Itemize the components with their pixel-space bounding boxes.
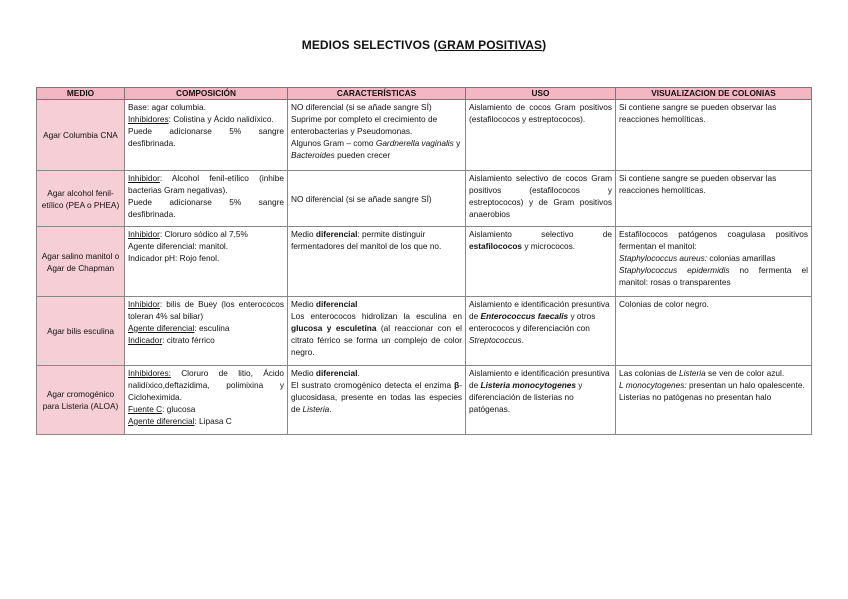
car-line <box>291 379 462 415</box>
car-text: Los enterococos hidrolizan la esculina en <box>291 311 462 321</box>
comp-text: Cloruro de litio, Ácido nalidíxico,deftazidima, polimixina y Cicloheximida. <box>128 368 284 402</box>
car-italic: Gardnerella vaginalis <box>375 138 454 148</box>
car-text: El sustrato cromogénico detecta el enzima <box>291 380 455 390</box>
comp-label: Inhibidor <box>128 299 160 309</box>
car-bold: glucosa y esculetina <box>291 323 377 333</box>
caracteristicas-cell <box>288 100 466 171</box>
comp-line <box>128 322 284 334</box>
comp-line: Indicador pH: Rojo fenol. <box>128 253 220 263</box>
selective-media-table <box>36 87 812 435</box>
header-medio: MEDIO <box>37 88 125 100</box>
comp-text: : Colistina y Ácido nalidíxico. <box>168 114 274 124</box>
comp-label: Inhibidores: <box>128 368 171 378</box>
vis-text: Las colonias de <box>619 368 679 378</box>
vis-line <box>619 379 808 391</box>
uso-text: y micrococos. <box>522 241 576 251</box>
comp-line <box>128 172 284 196</box>
car-bold: diferencial <box>315 229 358 239</box>
table-row <box>37 227 812 297</box>
table-row <box>37 297 812 366</box>
comp-text: : Cloruro sódico al 7,5% <box>159 229 248 239</box>
comp-label: Fuente C <box>128 404 163 414</box>
car-text: Medio <box>291 368 316 378</box>
vis-text: presentan un halo opalescente. <box>686 380 805 390</box>
header-caracteristicas: CARACTERÍSTICAS <box>288 88 466 100</box>
comp-label: Indicador <box>128 335 163 345</box>
comp-label: Inhibidor <box>128 229 160 239</box>
vis-italic: L monocytogenes: <box>619 380 687 390</box>
vis-line: Estafilococos patógenos coagulasa positivos fermentan el manitol: <box>619 229 808 251</box>
car-bold: β <box>454 380 460 390</box>
caracteristicas-cell: NO diferencial (si se añade sangre SÍ) <box>288 171 466 227</box>
medio-cell: Agar Columbia CNA <box>37 100 125 171</box>
medio-cell: Agar bilis esculina <box>37 297 125 366</box>
car-line: Suprime por completo el crecimiento de enterobacterias y Pseudomonas. <box>291 114 438 136</box>
car-text: Algunos Gram – como <box>291 138 376 148</box>
comp-text: : glucosa <box>162 404 196 414</box>
vis-line: Listerias no patógenas no presentan halo <box>619 392 772 402</box>
medio-cell: Agar cromogénico para Listeria (ALOA) <box>37 366 125 435</box>
car-line: NO diferencial (si se añade sangre SÍ) <box>291 102 432 112</box>
comp-line <box>128 298 284 322</box>
car-text: . <box>357 368 360 378</box>
composicion-cell <box>125 171 288 227</box>
car-line <box>291 298 462 310</box>
header-visualizacion: VISUALIZACION DE COLONIAS <box>616 88 812 100</box>
table-row <box>37 171 812 227</box>
title-suffix: ) <box>542 38 547 52</box>
vis-italic: Listeria <box>678 368 706 378</box>
composicion-cell <box>125 366 288 435</box>
comp-line <box>128 367 284 403</box>
comp-line: Puede adicionarse 5% sangre desfibrinada. <box>128 126 284 148</box>
comp-line <box>128 228 284 240</box>
car-text: (al reaccionar con el citrato férrico se forma un complejo de color negro. <box>291 323 462 357</box>
title-underlined: GRAM POSITIVAS <box>437 38 543 52</box>
caracteristicas-cell <box>288 297 466 366</box>
header-composicion: COMPOSICIÓN <box>125 88 288 100</box>
visualizacion-cell <box>616 227 812 297</box>
vis-text: colonias amarillas <box>707 253 776 263</box>
car-italic: Listeria <box>302 404 330 414</box>
car-text: y <box>453 138 461 148</box>
vis-line <box>619 252 808 264</box>
comp-text: : Lipasa C <box>194 416 232 426</box>
car-text: Medio <box>291 299 316 309</box>
uso-italic: Streptococcus <box>469 335 522 345</box>
caracteristicas-cell <box>288 366 466 435</box>
uso-cell: Aislamiento de cocos Gram positivos (estafilococos y estreptococos). <box>466 100 616 171</box>
uso-text: Aislamiento e identificación presuntiva de <box>469 299 610 321</box>
car-text: Medio <box>291 229 316 239</box>
uso-cell <box>466 366 616 435</box>
table-row <box>37 100 812 171</box>
medio-cell: Agar alcohol fenil-etílico (PEA o PHEA) <box>37 171 125 227</box>
uso-text: . <box>521 335 524 345</box>
visualizacion-cell: Si contiene sangre se pueden observar las reacciones hemolíticas. <box>616 171 812 227</box>
car-line <box>291 137 462 161</box>
visualizacion-cell: Si contiene sangre se pueden observar las reacciones hemolíticas. <box>616 100 812 171</box>
visualizacion-cell: Colonias de color negro. <box>616 297 812 366</box>
vis-italic: Staphylococcus epidermidis <box>619 265 730 275</box>
comp-line <box>128 403 284 415</box>
uso-cell <box>466 297 616 366</box>
comp-label: Inhibidores <box>128 114 169 124</box>
composicion-cell <box>125 297 288 366</box>
table-header-row <box>37 88 812 100</box>
comp-text: : citrato férrico <box>162 335 215 345</box>
title-prefix: MEDIOS SELECTIVOS ( <box>301 38 438 52</box>
car-text: : permite distinguir fermentadores del manitol de los que no. <box>291 229 442 251</box>
car-text: -glucosidasa, presente en todas las especies de <box>291 380 462 414</box>
visualizacion-cell <box>616 366 812 435</box>
caracteristicas-cell <box>288 227 466 297</box>
comp-text: : bilis de Buey (los enterococos toleran 4% sal biliar) <box>128 299 284 321</box>
uso-text: y diferenciación de listerias no patógenas. <box>469 380 583 414</box>
table-row <box>37 366 812 435</box>
vis-line <box>619 367 808 379</box>
uso-cell <box>466 227 616 297</box>
vis-line <box>619 264 808 288</box>
uso-text: Aislamiento selectivo de <box>469 229 612 239</box>
vis-italic: Staphylococcus aureus: <box>619 253 708 263</box>
car-bold: diferencial <box>315 368 358 378</box>
car-bold: diferencial <box>315 299 358 309</box>
comp-text: : Alcohol fenil-etílico (inhibe bacterias Gram negativas). <box>128 173 284 195</box>
comp-label: Inhibidor <box>128 173 160 183</box>
car-text: . <box>329 404 332 414</box>
vis-text: se ven de color azul. <box>705 368 785 378</box>
car-line <box>291 310 462 358</box>
car-text: pueden crecer <box>334 150 391 160</box>
uso-bold-italic: Enterococcus faecalis <box>480 311 569 321</box>
comp-line <box>128 415 284 427</box>
uso-text: Aislamiento e identificación presuntiva de <box>469 368 610 390</box>
header-uso: USO <box>466 88 616 100</box>
uso-text: y otros enterococos y diferenciación con <box>469 311 596 333</box>
comp-line <box>128 334 284 346</box>
car-italic: Bacteroides <box>291 150 335 160</box>
uso-cell: Aislamiento selectivo de cocos Gram positivos (estafilococos y estreptococos) y de Gram positivos anaerobios <box>466 171 616 227</box>
comp-label: Agente diferencial <box>128 416 195 426</box>
composicion-cell <box>125 227 288 297</box>
comp-line <box>128 113 284 125</box>
vis-text: no fermenta el manitol: rosas o transparentes <box>619 265 808 287</box>
comp-label: Agente diferencial <box>128 323 195 333</box>
document-title <box>0 38 848 52</box>
comp-line: Puede adicionarse 5% sangre desfibrinada. <box>128 197 284 219</box>
comp-text: : esculina <box>194 323 230 333</box>
comp-line: Agente diferencial: manitol. <box>128 241 229 251</box>
composicion-cell <box>125 100 288 171</box>
uso-bold-italic: Listeria monocytogenes <box>480 380 576 390</box>
comp-line: Base: agar columbia. <box>128 102 206 112</box>
car-line <box>291 367 462 379</box>
medio-cell: Agar salino manitol o Agar de Chapman <box>37 227 125 297</box>
uso-bold: estafilococos <box>469 241 523 251</box>
